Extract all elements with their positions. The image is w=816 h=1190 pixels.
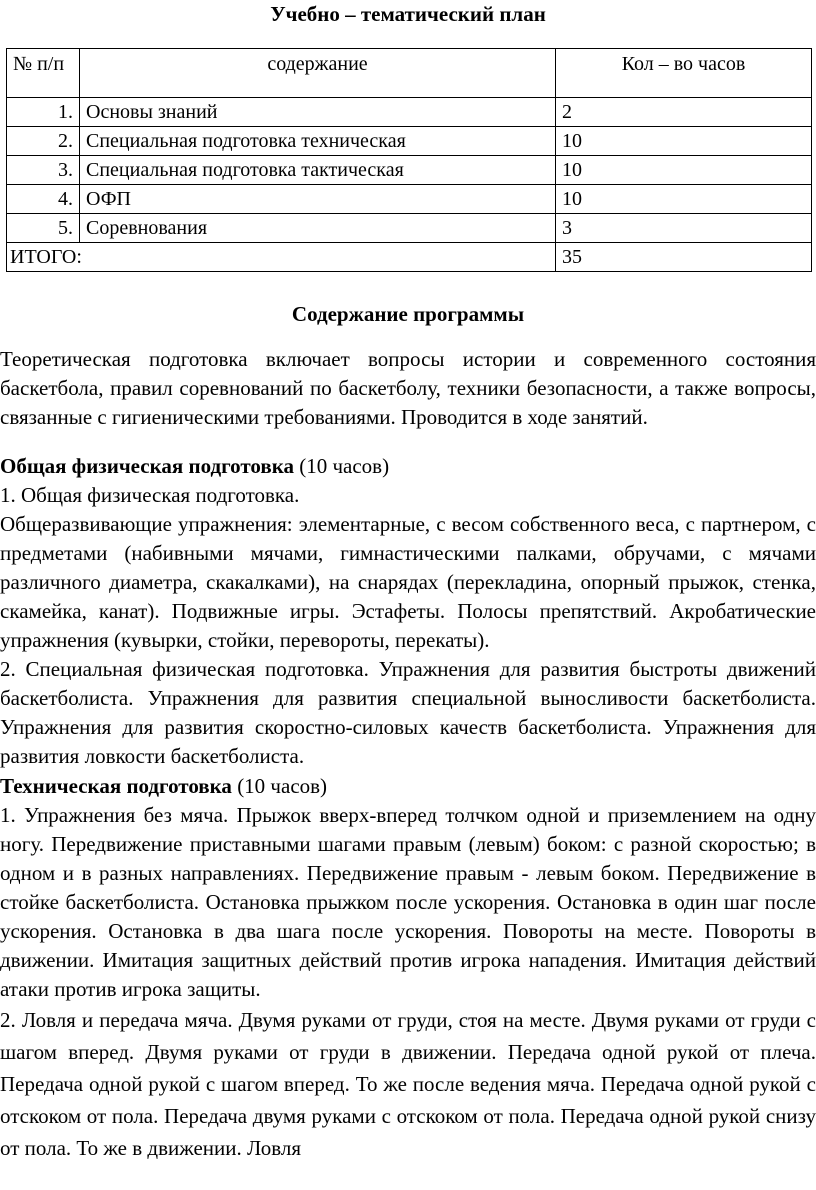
header-number: № п/п xyxy=(7,49,80,98)
table-row xyxy=(7,127,812,156)
theory-text: Теоретическая подготовка включает вопросы истории и современного состояния баскетбола, правил соревнований по баскетболу, техники безопасности, а также вопросы, связанные с гигиеническими требованиями. Проводится в ходе занятий. xyxy=(0,347,816,429)
row-name: Соревнования xyxy=(80,214,556,243)
row-number: 4. xyxy=(7,185,80,214)
row-hours: 3 xyxy=(556,214,812,243)
section-hours: (10 часов) xyxy=(231,774,328,798)
plan-table xyxy=(6,48,812,272)
table-row xyxy=(7,214,812,243)
plan-title: Учебно – тематический план xyxy=(270,2,546,26)
section-heading: Общая физическая подготовка xyxy=(0,454,294,478)
total-hours: 35 xyxy=(556,243,812,272)
section-technical xyxy=(0,772,816,1164)
total-label: ИТОГО: xyxy=(7,243,556,272)
row-number: 2. xyxy=(7,127,80,156)
header-hours: Кол – во часов xyxy=(556,49,812,98)
paragraph: 2. Ловля и передача мяча. Двумя руками от груди, стоя на месте. Двумя руками от груди с шагом вперед. Двумя руками от груди в движении. Передача одной рукой от плеча. Передача одной рукой с шагом вперед. То же после ведения мяча. Передача одной рукой с отскоком от пола. Передача двумя руками с отскоком от пола. Передача одной рукой снизу от пола. То же в движении. Ловля xyxy=(0,1008,816,1160)
row-hours: 2 xyxy=(556,98,812,127)
section-general-physical xyxy=(0,452,816,771)
paragraph: 1. Упражнения без мяча. Прыжок вверх-вперед толчком одной и приземлением на одну ногу. Передвижение приставными шагами правым (левым) боком: с разной скоростью; в одном и в разных направлениях. Передвижение правым - левым боком. Передвижение в стойке баскетболиста. Остановка прыжком после ускорения. Остановка в один шаг после ускорения. Остановка в два шага после ускорения. Повороты на месте. Повороты в движении. Имитация защитных действий против игрока нападения. Имитация действий атаки против игрока защиты. xyxy=(0,803,816,1001)
row-number: 3. xyxy=(7,156,80,185)
row-hours: 10 xyxy=(556,185,812,214)
row-hours: 10 xyxy=(556,156,812,185)
table-total-row xyxy=(7,243,812,272)
row-hours: 10 xyxy=(556,127,812,156)
table-row xyxy=(7,98,812,127)
paragraph: 2. Специальная физическая подготовка. Упражнения для развития быстроты движений баскетболиста. Упражнения для развития специальной выносливости баскетболиста. Упражнения для развития скоростно-силовых качеств баскетболиста. Упражнения для развития ловкости баскетболиста. xyxy=(0,657,816,768)
row-name: ОФП xyxy=(80,185,556,214)
table-row xyxy=(7,185,812,214)
row-number: 1. xyxy=(7,98,80,127)
section-heading-line xyxy=(0,452,816,481)
section-heading-line xyxy=(0,772,816,801)
theory-paragraph xyxy=(0,345,816,432)
table-header-row xyxy=(7,49,812,98)
paragraph: 1. Общая физическая подготовка. xyxy=(0,483,300,507)
row-number: 5. xyxy=(7,214,80,243)
section-heading: Техническая подготовка xyxy=(0,774,232,798)
row-name: Специальная подготовка тактическая xyxy=(80,156,556,185)
table-row xyxy=(7,156,812,185)
paragraph: Общеразвивающие упражнения: элементарные, с весом собственного веса, с партнером, с предметами (набивными мячами, гимнастическими палками, обручами, с мячами различного диаметра, скакалками), на снарядах (перекладина, опорный прыжок, стенка, скамейка, канат). Подвижные игры. Эстафеты. Полосы препятствий. Акробатические упражнения (кувырки, стойки, перевороты, перекаты). xyxy=(0,512,816,652)
section-hours: (10 часов) xyxy=(293,454,390,478)
header-content: содержание xyxy=(80,49,556,98)
row-name: Основы знаний xyxy=(80,98,556,127)
program-content-title: Содержание программы xyxy=(291,302,525,326)
row-name: Специальная подготовка техническая xyxy=(80,127,556,156)
